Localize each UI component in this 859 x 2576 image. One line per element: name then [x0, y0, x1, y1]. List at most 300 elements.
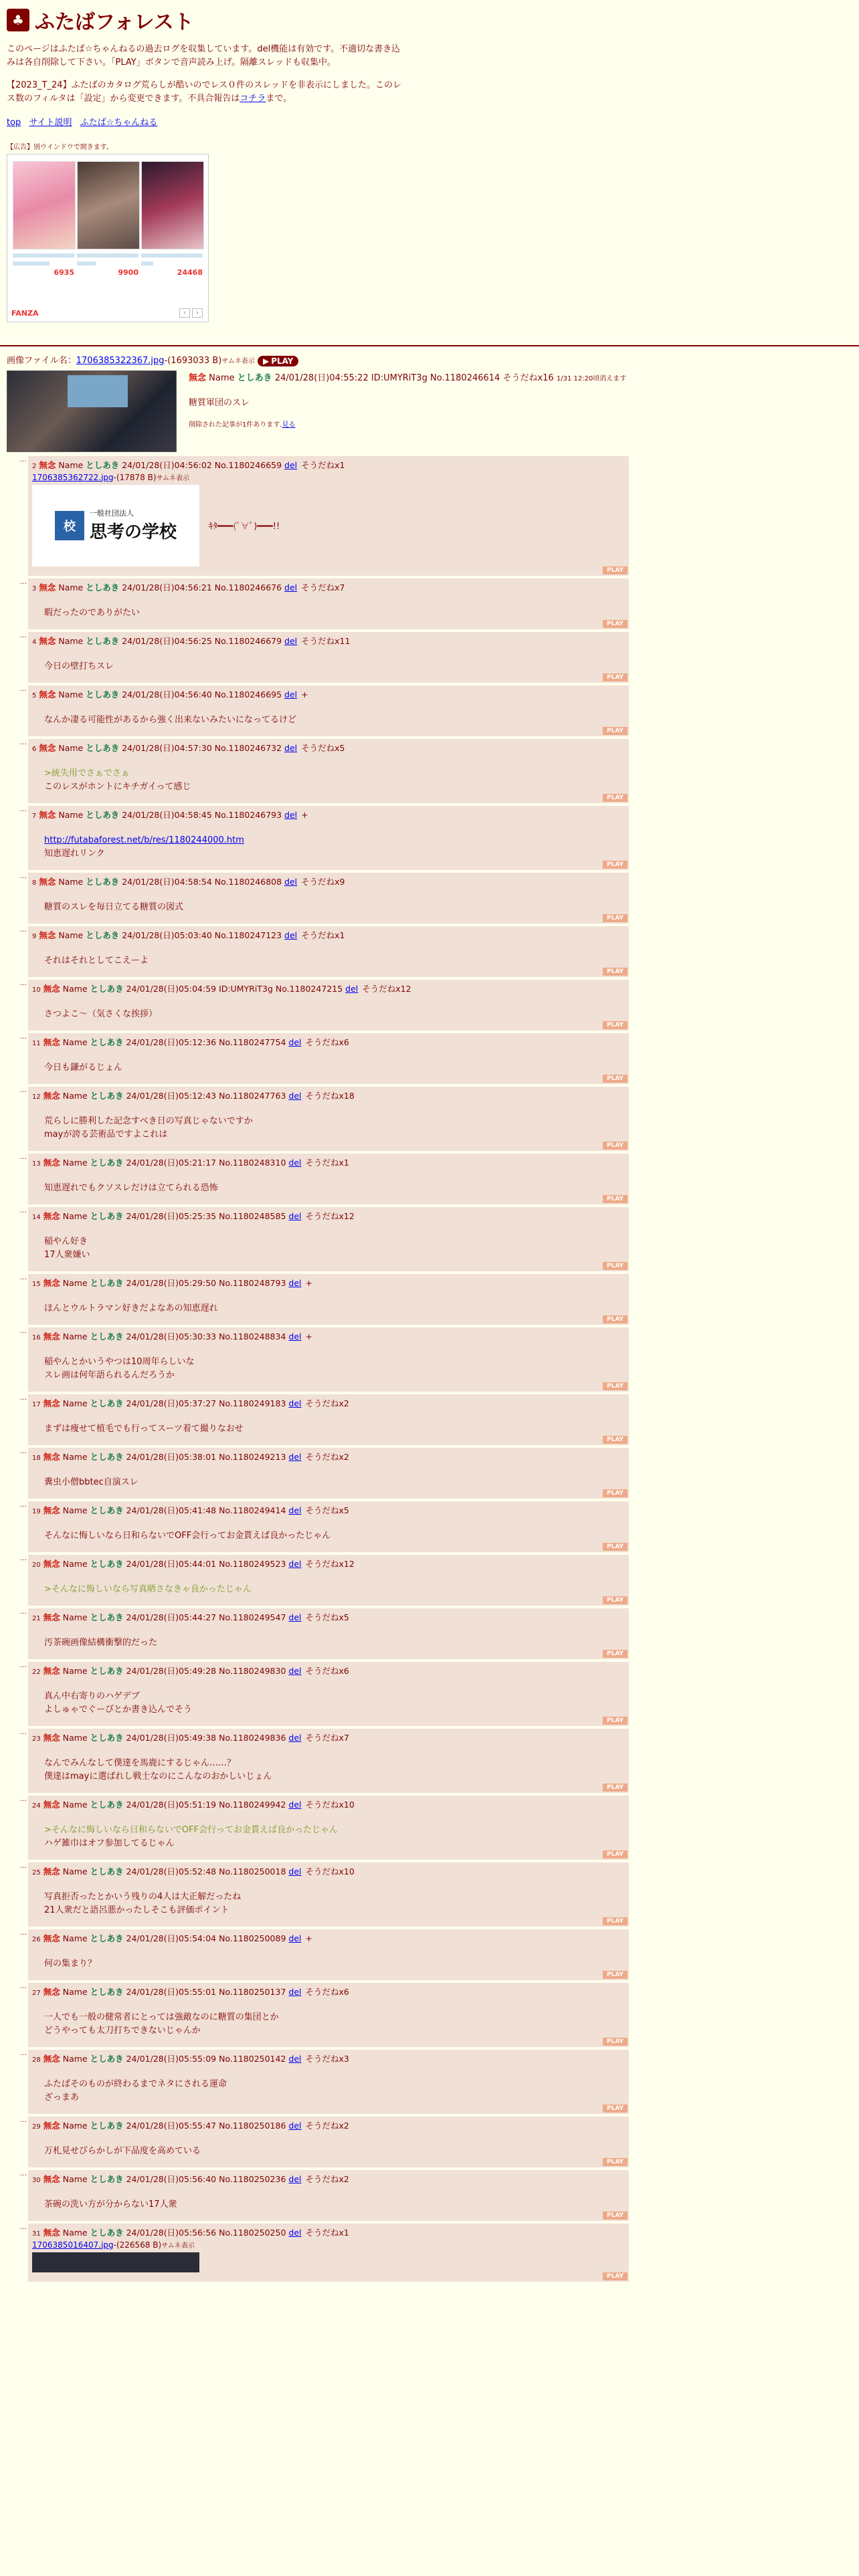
- sodane-button[interactable]: そうだねx2: [305, 2120, 349, 2131]
- ad-thumbnail[interactable]: [77, 161, 140, 249]
- reply-no: No.1180248793: [219, 1277, 286, 1288]
- reply-play-button[interactable]: PLAY: [603, 1784, 628, 1792]
- reply-play-button[interactable]: PLAY: [603, 620, 628, 628]
- reply-play-button[interactable]: PLAY: [603, 2038, 628, 2046]
- sodane-button[interactable]: +: [301, 809, 308, 820]
- reply: [28, 1662, 629, 1726]
- reply-body: [44, 901, 625, 914]
- reply-play-button[interactable]: PLAY: [603, 727, 628, 735]
- sodane-button[interactable]: +: [305, 1933, 312, 1943]
- reply-marker: …: [20, 926, 27, 934]
- reply-no: No.1180250186: [219, 2120, 286, 2131]
- sodane-button[interactable]: そうだねx5: [305, 1505, 349, 1515]
- reply-file-line: [32, 2240, 625, 2250]
- reply-no: No.1180249414: [219, 1505, 286, 1515]
- sodane-button[interactable]: そうだねx12: [305, 1210, 355, 1221]
- reply-subject: 無念: [39, 635, 56, 646]
- del-link[interactable]: del: [288, 1505, 302, 1515]
- ad-arrows: [179, 308, 203, 318]
- reply-number: 11: [32, 1039, 41, 1047]
- reply: [28, 1087, 629, 1151]
- reply-date: 24/01/28(日)05:30:33: [126, 1331, 217, 1341]
- del-link[interactable]: del: [288, 1277, 302, 1288]
- del-link[interactable]: del: [288, 1451, 302, 1462]
- reply-header: [32, 1156, 625, 1168]
- reply-play-button[interactable]: PLAY: [603, 1917, 628, 1925]
- report-link[interactable]: コチラ: [240, 94, 266, 104]
- reply-play-button[interactable]: PLAY: [603, 861, 628, 869]
- reply-no: No.1180248310: [219, 1157, 286, 1168]
- reply-subject: 無念: [43, 1612, 60, 1622]
- sodane-button[interactable]: そうだねx3: [305, 2053, 349, 2064]
- name-label: Name: [58, 930, 84, 940]
- del-link[interactable]: del: [288, 2173, 302, 2184]
- name-label: Name: [62, 1612, 88, 1622]
- reply-file-size: -(17878 B): [113, 472, 157, 482]
- reply-number: 13: [32, 1160, 41, 1168]
- sodane-button[interactable]: そうだねx10: [305, 1866, 355, 1876]
- sodane-button[interactable]: そうだねx18: [305, 1090, 355, 1101]
- thumb-toggle[interactable]: サムネ表示: [156, 474, 190, 482]
- del-link[interactable]: del: [288, 1398, 302, 1408]
- reply-play-button[interactable]: PLAY: [603, 968, 628, 976]
- reply-row: [20, 1796, 629, 1860]
- sodane-button[interactable]: そうだねx12: [305, 1558, 355, 1569]
- reply-number: 5: [32, 691, 37, 700]
- reply-subject: 無念: [43, 1933, 60, 1943]
- op-file-link[interactable]: 1706385322367.jpg: [76, 356, 165, 366]
- nav-top-link[interactable]: top: [7, 118, 21, 128]
- reply-subject: 無念: [39, 742, 56, 753]
- reply-play-button[interactable]: PLAY: [603, 1650, 628, 1658]
- reply-header: [32, 742, 625, 754]
- del-link[interactable]: del: [284, 459, 298, 470]
- reply-line: 糞虫小僧bbtec自演スレ: [44, 1477, 138, 1487]
- reply-header: [32, 1089, 625, 1101]
- del-link[interactable]: del: [288, 2120, 302, 2131]
- reply-play-button[interactable]: PLAY: [603, 1596, 628, 1604]
- reply-line: 稲やんとかいうやつは10周年らしいな: [44, 1356, 195, 1367]
- reply-play-button[interactable]: PLAY: [603, 1075, 628, 1083]
- reply-marker: …: [20, 2223, 27, 2231]
- reply-no: No.1180249213: [219, 1451, 286, 1462]
- reply-number: 25: [32, 1868, 41, 1876]
- play-icon: ▶: [262, 356, 270, 366]
- ad-next-icon[interactable]: ›: [192, 308, 203, 318]
- name-label: Name: [58, 459, 84, 470]
- reply-number: 10: [32, 986, 41, 994]
- reply-play-button[interactable]: PLAY: [603, 794, 628, 802]
- sodane-button[interactable]: そうだねx5: [301, 742, 345, 753]
- del-link[interactable]: del: [288, 1090, 302, 1101]
- reply-line: 一人でも一般の健常者にとっては強敵なのに糖質の集団とか: [44, 2012, 279, 2022]
- reply-file-link[interactable]: 1706385016407.jpg: [32, 2240, 114, 2250]
- reply-subject: 無念: [43, 2120, 60, 2131]
- reply-number: 20: [32, 1561, 41, 1569]
- reply-play-button[interactable]: PLAY: [603, 673, 628, 681]
- reply-subject: 無念: [43, 1558, 60, 1569]
- reply-no: No.1180247763: [219, 1090, 286, 1101]
- school-logo-icon: 校: [55, 511, 84, 540]
- reply-play-button[interactable]: PLAY: [603, 2105, 628, 2113]
- nav-futaba-link[interactable]: ふたば☆ちゃんねる: [80, 118, 158, 128]
- reply-play-button[interactable]: PLAY: [603, 1142, 628, 1150]
- ad-prev-icon[interactable]: ‹: [179, 308, 190, 318]
- sodane-button[interactable]: そうだねx12: [362, 983, 411, 994]
- op-sodane[interactable]: そうだねx16: [502, 372, 554, 383]
- reply-body: [44, 1824, 625, 1850]
- del-link[interactable]: del: [288, 2227, 302, 2238]
- reply-date: 24/01/28(日)04:57:30: [122, 742, 212, 753]
- reply-name: としあき: [86, 930, 120, 940]
- reply-date: 24/01/28(日)04:58:54: [122, 876, 212, 887]
- reply-header: [32, 1036, 625, 1048]
- reply-row: [20, 2224, 629, 2282]
- del-link[interactable]: del: [284, 582, 298, 593]
- sodane-button[interactable]: +: [301, 689, 308, 700]
- reply-line: それはそれとしてこえーよ: [44, 955, 149, 966]
- reply-subject: 無念: [39, 582, 56, 593]
- reply: [28, 1501, 629, 1552]
- reply-quote: >統失用でさぁでさぁ: [44, 768, 130, 778]
- reply-date: 24/01/28(日)05:44:01: [126, 1558, 217, 1569]
- reply-play-button[interactable]: PLAY: [603, 2158, 628, 2166]
- reply-header: [32, 1277, 625, 1289]
- del-link[interactable]: del: [288, 1331, 302, 1341]
- nav-about-link[interactable]: サイト説明: [29, 118, 72, 128]
- reply-row: [20, 1608, 629, 1659]
- name-label: Name: [62, 1558, 88, 1569]
- reply-row: [20, 1033, 629, 1084]
- reply-header: [32, 635, 625, 647]
- name-label: Name: [62, 1505, 88, 1515]
- del-link[interactable]: del: [288, 1799, 302, 1810]
- name-label: Name: [62, 983, 88, 994]
- reply-line: 今日も鎌がるじょん: [44, 1062, 123, 1073]
- reply-subject: 無念: [39, 930, 56, 940]
- sodane-button[interactable]: そうだねx7: [301, 582, 345, 593]
- reply-row: [20, 632, 629, 683]
- reply-play-button[interactable]: PLAY: [603, 2212, 628, 2220]
- ad-thumbnail[interactable]: [141, 161, 204, 249]
- sodane-button[interactable]: +: [305, 1277, 312, 1288]
- reply-name: としあき: [90, 1933, 124, 1943]
- del-link[interactable]: del: [284, 742, 298, 753]
- name-label: Name: [62, 1277, 88, 1288]
- reply-play-button[interactable]: PLAY: [603, 1850, 628, 1858]
- reply-no: No.1180249942: [219, 1799, 286, 1810]
- sodane-button[interactable]: そうだねx1: [305, 1157, 349, 1168]
- reply-body: [44, 1690, 625, 1717]
- del-link[interactable]: del: [288, 1986, 302, 1997]
- reply-number: 17: [32, 1400, 41, 1408]
- reply-play-button[interactable]: PLAY: [603, 1489, 628, 1497]
- del-link[interactable]: del: [284, 689, 298, 700]
- reply-line: スレ画は何年語られるんだろうか: [44, 1370, 175, 1380]
- reply-image[interactable]: [32, 2252, 199, 2272]
- sodane-button[interactable]: そうだねx10: [305, 1799, 355, 1810]
- reply-number: 15: [32, 1280, 41, 1288]
- reply-date: 24/01/28(日)05:41:48: [126, 1505, 217, 1515]
- reply: [28, 1327, 629, 1392]
- ad-price: 24468: [177, 268, 203, 277]
- sodane-button[interactable]: そうだねx6: [305, 1665, 349, 1676]
- reply-list: [20, 456, 629, 2282]
- reply: [28, 1796, 629, 1860]
- reply-number: 28: [32, 2056, 41, 2064]
- reply-name: としあき: [90, 1210, 124, 1221]
- reply-play-button[interactable]: PLAY: [603, 566, 628, 574]
- del-link[interactable]: del: [288, 1732, 302, 1743]
- reply-line: 17人衆嫌い: [44, 1249, 90, 1260]
- del-link[interactable]: del: [288, 1866, 302, 1876]
- del-link[interactable]: del: [284, 876, 298, 887]
- reply-play-button[interactable]: PLAY: [603, 2272, 628, 2280]
- reply-line: 稲やん好き: [44, 1236, 88, 1247]
- reply-line: 今日の壁打ちスレ: [44, 661, 114, 671]
- reply-no: No.1180248585: [219, 1210, 286, 1221]
- reply: [28, 1207, 629, 1271]
- reply-header: [32, 875, 625, 887]
- reply-name: としあき: [90, 1451, 124, 1462]
- del-link[interactable]: del: [288, 1037, 302, 1047]
- reply-date: 24/01/28(日)05:03:40: [122, 930, 212, 940]
- reply-play-button[interactable]: PLAY: [603, 1021, 628, 1029]
- reply-number: 27: [32, 1989, 41, 1997]
- reply-marker: …: [20, 1273, 27, 1281]
- reply-no: No.1180249547: [219, 1612, 286, 1622]
- reply-date: 24/01/28(日)05:56:56: [126, 2227, 217, 2238]
- reply-no: No.1180249523: [219, 1558, 286, 1569]
- reply-play-button[interactable]: PLAY: [603, 1543, 628, 1551]
- reply-line: 真ん中右寄りのハゲデブ: [44, 1691, 140, 1701]
- name-label: Name: [62, 1157, 88, 1168]
- reply-number: 14: [32, 1213, 41, 1221]
- reply-number: 19: [32, 1507, 41, 1515]
- reply: [28, 632, 629, 683]
- reply-play-button[interactable]: PLAY: [603, 1315, 628, 1323]
- sodane-button[interactable]: そうだねx5: [305, 1612, 349, 1622]
- reply-line: 茶碗の洗い方が分からない17人衆: [44, 2199, 177, 2210]
- reply-name: としあき: [90, 2053, 124, 2064]
- reply-row: [20, 1729, 629, 1793]
- reply-quote: >そんなに悔しいなら日和らないでOFF会行ってお金貰えば良かったじゃん: [44, 1824, 339, 1835]
- reply-marker: …: [20, 872, 27, 880]
- del-link[interactable]: del: [284, 930, 298, 940]
- sodane-button[interactable]: そうだねx11: [301, 635, 351, 646]
- sodane-button[interactable]: そうだねx2: [305, 2173, 349, 2184]
- reply-play-button[interactable]: PLAY: [603, 1262, 628, 1270]
- name-label: Name: [62, 1331, 88, 1341]
- reply-header: [32, 2226, 625, 2238]
- reply-marker: …: [20, 1327, 27, 1335]
- name-label: Name: [62, 1986, 88, 1997]
- reply-row: [20, 1448, 629, 1499]
- reply-name: としあき: [90, 1331, 124, 1341]
- reply-body: [44, 1356, 625, 1382]
- reply: [28, 1448, 629, 1499]
- reply-header: [32, 688, 625, 700]
- ad-item[interactable]: [77, 161, 138, 277]
- reply: [28, 1929, 629, 1980]
- reply-number: 29: [32, 2123, 41, 2131]
- reply-no: No.1180249183: [219, 1398, 286, 1408]
- del-link[interactable]: del: [288, 1558, 302, 1569]
- reply-marker: …: [20, 738, 27, 746]
- reply-header: [32, 2173, 625, 2185]
- reply-image[interactable]: [32, 485, 199, 566]
- school-large-text: 思考の学校: [89, 522, 177, 542]
- reply-line: 僕達はmayに選ばれし戦士なのにこんなのおかしいじょん: [44, 1771, 272, 1782]
- thread-separator: [0, 345, 859, 346]
- reply-row: [20, 1555, 629, 1606]
- top-nav: [7, 115, 852, 128]
- reply-number: 6: [32, 745, 37, 753]
- reply-subject: 無念: [43, 1090, 60, 1101]
- sodane-button[interactable]: そうだねx7: [305, 1732, 349, 1743]
- reply-row: [20, 578, 629, 629]
- reply-header: [32, 1558, 625, 1570]
- name-label: Name: [62, 1451, 88, 1462]
- name-label: Name: [62, 1090, 88, 1101]
- reply-line: 何の集まり？: [44, 1958, 97, 1969]
- reply-play-button[interactable]: PLAY: [603, 914, 628, 922]
- reply-subject: 無念: [43, 2227, 60, 2238]
- reply-play-button[interactable]: PLAY: [603, 1195, 628, 1203]
- reply-play-button[interactable]: PLAY: [603, 1382, 628, 1390]
- del-link[interactable]: del: [288, 2053, 302, 2064]
- reply-file-size: -(226568 B): [113, 2240, 162, 2250]
- reply-row: [20, 873, 629, 924]
- reply-body: [44, 1891, 625, 1917]
- sodane-button[interactable]: +: [305, 1331, 312, 1341]
- site-title: ふたばフォレスト: [35, 11, 194, 34]
- reply-marker: …: [20, 1982, 27, 1990]
- reply-marker: …: [20, 455, 27, 463]
- reply-row: [20, 980, 629, 1031]
- del-link[interactable]: del: [284, 809, 298, 820]
- sodane-button[interactable]: そうだねx6: [305, 1037, 349, 1047]
- reply-header: [32, 581, 625, 593]
- reply-row: [20, 1394, 629, 1445]
- op-file-line: 画像ファイル名：1706385322367.jpg-(1693033 B)サムネ表示 ▶ PLAY: [7, 353, 852, 366]
- del-link[interactable]: del: [288, 1210, 302, 1221]
- site-logo-icon[interactable]: ♣: [7, 9, 29, 31]
- sodane-button[interactable]: そうだねx1: [301, 459, 345, 470]
- sodane-button[interactable]: そうだねx6: [305, 1986, 349, 1997]
- reply-number: 18: [32, 1454, 41, 1462]
- reply-body: [44, 2078, 625, 2105]
- reply-marker: …: [20, 1086, 27, 1094]
- reply-no: No.1180246732: [214, 742, 282, 753]
- sodane-button[interactable]: そうだねx1: [305, 2227, 349, 2238]
- reply-file-link[interactable]: 1706385362722.jpg: [32, 472, 114, 482]
- reply-body: [44, 1302, 625, 1315]
- reply: [28, 980, 629, 1031]
- reply-header: [32, 1451, 625, 1463]
- reply-play-button[interactable]: PLAY: [603, 1717, 628, 1725]
- thumb-toggle[interactable]: サムネ表示: [161, 2242, 195, 2250]
- reply-marker: …: [20, 578, 27, 586]
- reply-line: 知恵遅れリンク: [44, 848, 105, 859]
- reply-number: 8: [32, 879, 37, 887]
- reply-body: [44, 607, 625, 620]
- name-label: Name: [62, 1210, 88, 1221]
- del-link[interactable]: del: [288, 1933, 302, 1943]
- reply-date: 24/01/28(日)05:37:27: [126, 1398, 217, 1408]
- reply-no: No.1180246793: [214, 809, 282, 820]
- reply: [28, 926, 629, 977]
- reply-name: としあき: [86, 582, 120, 593]
- ad-thumbnail[interactable]: [13, 161, 76, 249]
- del-link[interactable]: del: [288, 1665, 302, 1676]
- reply-subject: 無念: [39, 689, 56, 700]
- reply-date: 24/01/28(日)05:12:43: [126, 1090, 217, 1101]
- reply-row: [20, 2050, 629, 2114]
- reply-header: [32, 1665, 625, 1677]
- reply-marker: …: [20, 805, 27, 813]
- sodane-button[interactable]: そうだねx2: [305, 1451, 349, 1462]
- reply: [28, 806, 629, 870]
- reply-subject: 無念: [43, 1398, 60, 1408]
- del-link[interactable]: del: [288, 1157, 302, 1168]
- sodane-button[interactable]: そうだねx9: [301, 876, 345, 887]
- reply-no: No.1180248834: [219, 1331, 286, 1341]
- op-play-button[interactable]: ▶ PLAY: [258, 356, 299, 366]
- reply-body: [44, 1182, 625, 1195]
- reply-name: としあき: [90, 2227, 124, 2238]
- reply-number: 24: [32, 1802, 41, 1810]
- reply-no: No.1180250250: [219, 2227, 286, 2238]
- reply: [28, 1033, 629, 1084]
- ad-item[interactable]: [13, 161, 74, 277]
- reply-date: 24/01/28(日)05:49:38: [126, 1732, 217, 1743]
- del-link[interactable]: del: [345, 983, 359, 994]
- reply-no: No.1180246676: [214, 582, 282, 593]
- reply-play-button[interactable]: PLAY: [603, 1971, 628, 1979]
- show-deleted-link[interactable]: 見る: [282, 421, 296, 429]
- del-link[interactable]: del: [288, 1612, 302, 1622]
- reply-date: 24/01/28(日)05:49:28: [126, 1665, 217, 1676]
- del-link[interactable]: del: [284, 635, 298, 646]
- ad-banner[interactable]: [7, 154, 209, 322]
- reply-marker: …: [20, 1206, 27, 1214]
- reply-name: としあき: [90, 1090, 124, 1101]
- reply-date: 24/01/28(日)05:29:50: [126, 1277, 217, 1288]
- op-image[interactable]: [7, 370, 177, 452]
- reply-line: 21人衆だと語呂悪かったしそこも評価ポイント: [44, 1905, 229, 1915]
- reply-date: 24/01/28(日)05:56:40: [126, 2173, 217, 2184]
- reply-header: [32, 459, 625, 471]
- reply-marker: …: [20, 2049, 27, 2057]
- reply-no: No.1180246679: [214, 635, 282, 646]
- reply-date: 24/01/28(日)05:12:36: [126, 1037, 217, 1047]
- reply-name: としあき: [86, 635, 120, 646]
- sodane-button[interactable]: そうだねx1: [301, 930, 345, 940]
- reply-row: [20, 2117, 629, 2167]
- reply: [28, 1608, 629, 1659]
- ad-item[interactable]: [141, 161, 203, 277]
- reply-header: [32, 1932, 625, 1944]
- reply: [28, 2117, 629, 2167]
- reply-play-button[interactable]: PLAY: [603, 1436, 628, 1444]
- sodane-button[interactable]: そうだねx2: [305, 1398, 349, 1408]
- reply-link[interactable]: http://futabaforest.net/b/res/1180244000.htm: [44, 835, 244, 845]
- reply-name: としあき: [90, 2120, 124, 2131]
- reply-line: 万札見せびらかしが下品度を高めている: [44, 2145, 201, 2156]
- reply-row: [20, 1501, 629, 1552]
- reply-name: としあき: [90, 1665, 124, 1676]
